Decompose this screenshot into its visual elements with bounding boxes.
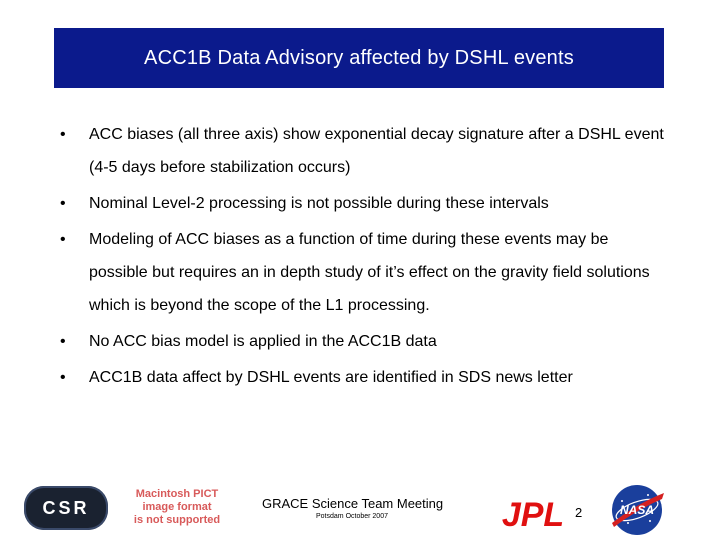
bullet-text: No ACC bias model is applied in the ACC1B data [89, 333, 437, 350]
meeting-name: GRACE Science Team Meeting [262, 496, 444, 511]
bullet-item [60, 325, 670, 358]
pict-line: Macintosh PICT [135, 488, 219, 500]
nasa-logo [608, 483, 666, 537]
bullet-item [60, 118, 670, 184]
bullet-item [60, 187, 670, 220]
csr-logo-text: CSR [42, 497, 90, 518]
pict-line: image format [142, 501, 212, 513]
bullet-icon: • [60, 231, 66, 248]
footer-meeting [262, 496, 472, 520]
jpl-logo-text: JPL [501, 496, 565, 530]
bullet-icon: • [60, 333, 66, 350]
jpl-logo [492, 496, 574, 530]
bullet-list [60, 118, 670, 397]
bullet-text: ACC biases (all three axis) show exponential decay signature after a DSHL event (4-5 days before stabilization occurs) [89, 126, 664, 176]
bullet-item [60, 361, 670, 394]
bullet-item [60, 223, 670, 322]
pict-line: is not supported [133, 514, 221, 526]
pict-placeholder [117, 488, 237, 534]
bullet-icon: • [60, 126, 66, 143]
bullet-icon: • [60, 195, 66, 212]
meeting-place: Potsdam October 2007 [316, 513, 388, 520]
csr-logo [24, 486, 108, 530]
bullet-text: Nominal Level-2 processing is not possible during these intervals [89, 195, 549, 212]
nasa-logo-text: NASA [619, 503, 655, 517]
page-number: 2 [575, 505, 583, 520]
bullet-text: ACC1B data affect by DSHL events are identified in SDS news letter [89, 369, 573, 386]
bullet-icon: • [60, 369, 66, 386]
bullet-text: Modeling of ACC biases as a function of time during these events may be possible but requires an in depth study of it’s effect on the gravity field solutions which is beyond the scope of the L1 processing. [89, 231, 650, 314]
title-bar [54, 28, 664, 88]
slide-title: ACC1B Data Advisory affected by DSHL events [144, 46, 574, 69]
